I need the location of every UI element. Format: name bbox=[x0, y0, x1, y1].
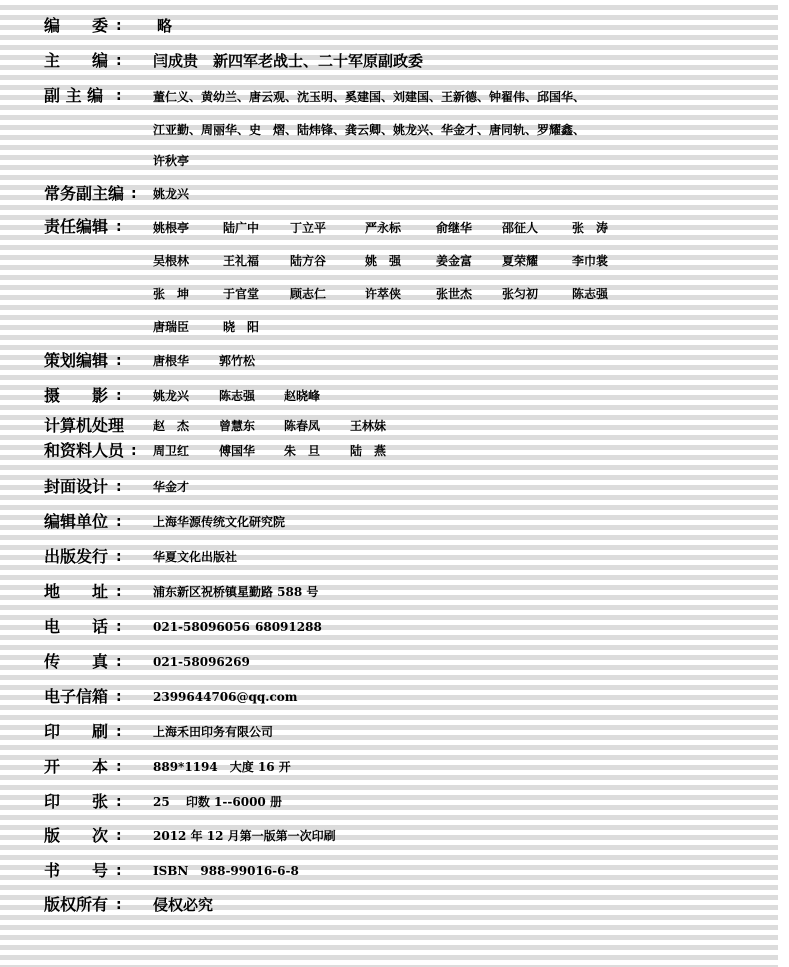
value-address: 浦东新区祝桥镇星勤路 588 号 bbox=[153, 585, 319, 599]
label-chief-editor: 主 编 bbox=[44, 51, 109, 70]
responsible-editor-name: 张匀初 bbox=[502, 287, 539, 301]
responsible-editor-name: 许萃侠 bbox=[365, 287, 402, 301]
name-item: 傅国华 bbox=[219, 444, 256, 458]
colon: : bbox=[116, 18, 122, 34]
colon: : bbox=[116, 584, 122, 600]
value-editing-unit: 上海华源传统文化研究院 bbox=[153, 515, 286, 529]
label-planning-editors: 策划编辑 bbox=[44, 351, 109, 370]
label-computer-processing: 计算机处理 bbox=[44, 416, 125, 435]
colon: : bbox=[116, 724, 122, 740]
value-sheets: 25 印数 1--6000 册 bbox=[153, 795, 282, 809]
responsible-editor-name: 张 坤 bbox=[153, 287, 190, 301]
colon: : bbox=[116, 219, 122, 235]
colon: : bbox=[116, 388, 122, 404]
colon: : bbox=[131, 443, 137, 459]
responsible-editor-name: 陆广中 bbox=[223, 221, 260, 235]
name-item: 唐根华 bbox=[153, 354, 190, 368]
responsible-editor-name: 唐瑞臣 bbox=[153, 320, 190, 334]
colon: : bbox=[116, 619, 122, 635]
colon: : bbox=[116, 479, 122, 495]
label-fax: 传 真 bbox=[44, 652, 109, 671]
colon: : bbox=[116, 88, 122, 104]
value-printer: 上海禾田印务有限公司 bbox=[153, 725, 274, 739]
colon: : bbox=[116, 759, 122, 775]
label-format: 开 本 bbox=[44, 757, 109, 776]
responsible-editor-name: 姚 强 bbox=[365, 254, 402, 268]
responsible-editor-name: 顾志仁 bbox=[290, 287, 327, 301]
label-editorial-board: 编 委 bbox=[44, 16, 109, 35]
responsible-editor-name: 张 涛 bbox=[572, 221, 609, 235]
name-item: 朱 旦 bbox=[284, 444, 321, 458]
colon: : bbox=[116, 549, 122, 565]
label-sheets: 印 张 bbox=[44, 792, 109, 811]
responsible-editor-name: 陆方谷 bbox=[290, 254, 327, 268]
label-edition: 版 次 bbox=[44, 826, 109, 845]
label-executive-deputy: 常务副主编 bbox=[44, 184, 125, 203]
value-edition: 2012 年 12 月第一版第一次印刷 bbox=[153, 829, 336, 843]
responsible-editor-name: 吴根林 bbox=[153, 254, 190, 268]
phone-number: 68091288 bbox=[255, 620, 322, 634]
colon: : bbox=[116, 897, 122, 913]
label-cover-design: 封面设计 bbox=[44, 477, 109, 496]
value-publisher: 华夏文化出版社 bbox=[153, 550, 238, 564]
value-editorial-board: 略 bbox=[157, 17, 173, 35]
label-data-staff: 和资料人员 bbox=[44, 441, 125, 460]
value-cover-design: 华金才 bbox=[153, 480, 190, 494]
value-copyright: 侵权必究 bbox=[153, 896, 214, 914]
value-deputy-line-1: 董仁义、黄幼兰、唐云观、沈玉明、奚建国、刘建国、王新德、钟翟伟、邱国华、 bbox=[153, 90, 586, 104]
responsible-editor-name: 姚根亭 bbox=[153, 221, 190, 235]
label-publisher: 出版发行 bbox=[44, 547, 109, 566]
responsible-editor-name: 夏荣耀 bbox=[502, 254, 539, 268]
value-executive-deputy: 姚龙兴 bbox=[153, 187, 190, 201]
responsible-editor-name: 俞继华 bbox=[436, 221, 473, 235]
value-isbn: ISBN 988-99016-6-8 bbox=[153, 864, 299, 878]
name-item: 陈春凤 bbox=[284, 419, 321, 433]
value-deputy-line-2: 江亚勤、周丽华、史 熠、陆炜锋、龚云卿、姚龙兴、华金才、唐同轨、罗耀鑫、 bbox=[153, 123, 586, 137]
name-item: 姚龙兴 bbox=[153, 389, 190, 403]
name-item: 赵 杰 bbox=[153, 419, 190, 433]
colon: : bbox=[116, 353, 122, 369]
label-deputy-chief-editor: 副 主 编 bbox=[44, 86, 104, 105]
colon: : bbox=[116, 689, 122, 705]
colon: : bbox=[116, 654, 122, 670]
name-item: 曾慧东 bbox=[219, 419, 256, 433]
label-email: 电子信箱 bbox=[44, 687, 109, 706]
responsible-editor-name: 姜金富 bbox=[436, 254, 473, 268]
value-format: 889*1194 大度 16 开 bbox=[153, 760, 291, 774]
colon: : bbox=[116, 828, 122, 844]
responsible-editor-name: 严永标 bbox=[365, 221, 402, 235]
name-item: 周卫红 bbox=[153, 444, 190, 458]
responsible-editor-name: 张世杰 bbox=[436, 287, 473, 301]
phone-number: 021-58096056 bbox=[153, 620, 250, 634]
label-responsible-editors: 责任编辑 bbox=[44, 217, 109, 236]
name-item: 赵晓峰 bbox=[284, 389, 321, 403]
colon: : bbox=[116, 514, 122, 530]
responsible-editor-name: 邵征人 bbox=[502, 221, 539, 235]
colon: : bbox=[116, 863, 122, 879]
label-isbn: 书 号 bbox=[44, 861, 109, 880]
name-item: 郭竹松 bbox=[219, 354, 256, 368]
value-fax: 021-58096269 bbox=[153, 655, 250, 669]
colon: : bbox=[116, 794, 122, 810]
responsible-editor-name: 于官堂 bbox=[223, 287, 260, 301]
colon: : bbox=[131, 186, 137, 202]
label-editing-unit: 编辑单位 bbox=[44, 512, 109, 531]
label-phone: 电 话 bbox=[44, 617, 109, 636]
responsible-editor-name: 晓 阳 bbox=[223, 320, 260, 334]
value-chief-editor: 闫成贵 新四军老战士、二十军原副政委 bbox=[153, 52, 424, 70]
responsible-editor-name: 陈志强 bbox=[572, 287, 609, 301]
value-email: 2399644706@qq.com bbox=[153, 690, 298, 704]
label-address: 地 址 bbox=[44, 582, 109, 601]
responsible-editor-name: 王礼福 bbox=[223, 254, 260, 268]
responsible-editor-name: 李巾裳 bbox=[572, 254, 609, 268]
label-printer: 印 刷 bbox=[44, 722, 109, 741]
label-copyright: 版权所有 bbox=[44, 895, 109, 914]
name-item: 陆 燕 bbox=[350, 444, 387, 458]
responsible-editor-name: 丁立平 bbox=[290, 221, 327, 235]
label-photography: 摄 影 bbox=[44, 386, 109, 405]
value-deputy-line-3: 许秋亭 bbox=[153, 154, 190, 168]
colon: : bbox=[116, 53, 122, 69]
name-item: 王林妹 bbox=[350, 419, 387, 433]
name-item: 陈志强 bbox=[219, 389, 256, 403]
